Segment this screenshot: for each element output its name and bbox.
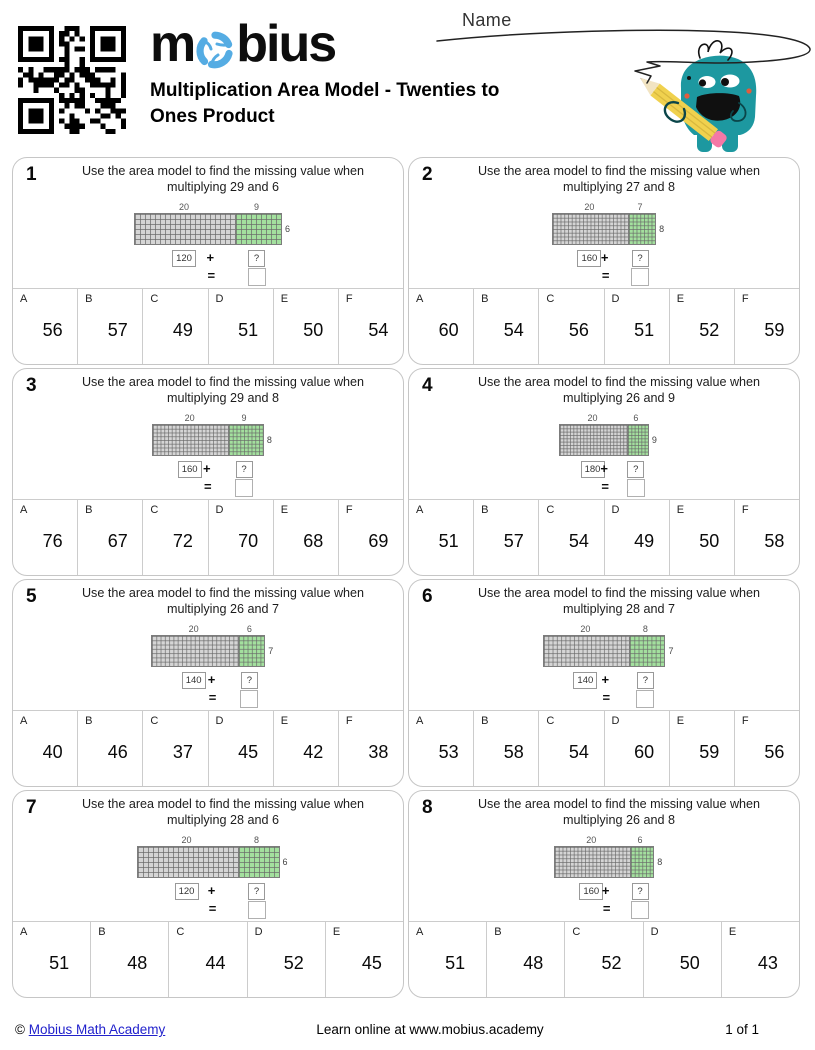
answer-value: 60 [634,741,655,762]
ones-label: 6 [633,412,639,423]
tens-label: 20 [181,834,192,845]
answer-value: 54 [368,319,389,340]
ones-label: 7 [637,201,643,212]
answer-choices [13,499,403,575]
tens-label: 20 [188,623,199,634]
answer-choice [90,922,168,997]
answer-letter: D [215,714,224,727]
answer-letter: E [676,503,685,516]
answer-value: 58 [503,741,524,762]
answer-value: 76 [42,530,63,551]
answer-letter: B [481,714,489,727]
answer-choice [208,711,273,786]
footer-tagline: Learn online at www.mobius.academy [316,1022,544,1037]
problem-prompt: Use the area model to find the missing value when multiplying 28 and 6 [81,797,365,827]
problem-card [408,157,800,365]
multiplier-label: 7 [268,645,274,656]
problem-number: 7 [26,797,37,818]
answer-letter: A [20,714,28,727]
problem-prompt: Use the area model to find the missing value when multiplying 29 and 8 [81,375,365,405]
answer-value: 56 [42,319,63,340]
equals-sign: = [207,267,216,283]
answer-choices [409,710,799,786]
result-box [235,479,253,497]
answer-choice [13,500,77,575]
monster-body [681,56,756,152]
answer-value: 59 [699,741,720,762]
problem-number: 6 [422,586,433,607]
problem-prompt: Use the area model to find the missing value when multiplying 29 and 6 [81,164,365,194]
answer-value: 72 [172,530,193,551]
worksheet-title-line2: Ones Product [150,105,275,127]
answer-value: 69 [368,530,389,551]
answer-choice [538,289,603,364]
answer-value: 56 [764,741,785,762]
answer-choice [604,289,669,364]
answer-value: 60 [438,319,459,340]
answer-letter: C [546,292,555,305]
plus-sign: + [207,882,216,898]
answer-letter: C [150,503,159,516]
problem-number: 4 [422,375,433,396]
unknown-box: ? [248,883,265,900]
plus-sign: + [203,460,211,476]
answer-choice [409,922,486,997]
answer-choice [473,500,538,575]
name-label: Name [462,10,512,30]
partial-product-box: 120 [175,883,199,900]
area-model-tens-grid [135,214,235,244]
area-model [13,201,403,288]
problem-prompt: Use the area model to find the missing value when multiplying 26 and 8 [477,797,761,827]
plus-sign: + [601,882,610,898]
answer-choice [338,711,403,786]
result-box [631,268,649,286]
answer-value: 48 [127,952,148,973]
answer-value: 59 [764,319,785,340]
answer-value: 51 [445,952,466,973]
answer-letter: C [150,292,159,305]
problem-prompt: Use the area model to find the missing value when multiplying 27 and 8 [477,164,761,194]
problem-card [12,579,404,787]
answer-letter: B [494,925,502,938]
result-box [631,901,649,919]
ones-label: 8 [253,834,259,845]
answer-choice [77,289,142,364]
answer-value: 43 [757,952,778,973]
answer-value: 50 [303,319,324,340]
answer-letter: D [611,503,620,516]
tens-label: 20 [580,623,591,634]
area-model-tens-grid [560,425,627,455]
area-model-ones-grid [629,636,664,666]
area-model [409,623,799,710]
tens-label: 20 [586,834,597,845]
answer-value: 54 [568,741,589,762]
equals-sign: = [208,900,217,916]
area-model [409,834,799,921]
answer-letter: A [416,925,424,938]
answer-value: 57 [503,530,524,551]
answer-choice [604,711,669,786]
answer-value: 45 [361,952,382,973]
answer-letter: C [176,925,185,938]
answer-letter: B [98,925,106,938]
ones-label: 6 [637,834,643,845]
answer-choices [13,921,403,997]
answer-value: 52 [283,952,304,973]
answer-choice [473,289,538,364]
answer-letter: E [280,714,289,727]
answer-value: 50 [699,530,720,551]
answer-choice [486,922,564,997]
answer-letter: B [85,714,93,727]
partial-products-row [151,667,265,710]
equals-sign: = [601,478,609,494]
answer-letter: E [280,292,289,305]
partial-products-row [554,878,655,921]
answer-letter: A [416,714,424,727]
mobius-logo [150,15,580,73]
partial-product-box: 140 [182,672,206,689]
answer-letter: C [572,925,581,938]
problem-number: 1 [26,164,37,185]
problem-card [12,157,404,365]
area-model-tens-grid [553,214,628,244]
equals-sign: = [602,900,611,916]
partial-product-box: 160 [577,250,601,267]
plus-sign: + [600,249,609,265]
area-model-ones-grid [238,636,265,666]
answer-letter: E [728,925,737,938]
answer-choice [338,500,403,575]
result-box [248,268,266,286]
area-model-ones-grid [630,847,654,877]
area-model-tens-grid [152,636,238,666]
problem-prompt: Use the area model to find the missing value when multiplying 26 and 7 [81,586,365,616]
area-model [409,201,799,288]
partial-product-box: 120 [172,250,196,267]
answer-letter: F [345,292,353,305]
answer-letter: D [611,714,620,727]
problem-number: 5 [26,586,37,607]
answer-letter: D [254,925,263,938]
answer-letter: D [611,292,620,305]
unknown-box: ? [632,883,649,900]
answer-letter: A [20,925,28,938]
answer-value: 45 [238,741,259,762]
answer-value: 49 [634,530,655,551]
unknown-box: ? [241,672,258,689]
equals-sign: = [601,267,610,283]
answer-value: 42 [303,741,324,762]
brand-block [150,15,580,129]
result-box [248,901,266,919]
ones-label: 6 [246,623,252,634]
problems-grid [12,157,800,998]
answer-letter: E [332,925,341,938]
logo-text-prefix: m [150,15,195,73]
answer-value: 52 [699,319,720,340]
answer-choice [208,500,273,575]
unknown-box: ? [632,250,649,267]
answer-choice [208,289,273,364]
answer-choice [13,922,90,997]
area-model-tens-grid [544,636,630,666]
answer-letter: A [416,503,424,516]
answer-choice [409,289,473,364]
equals-sign: = [208,689,217,705]
answer-letter: C [546,503,555,516]
answer-value: 48 [523,952,544,973]
answer-value: 51 [49,952,70,973]
partial-products-row [543,667,666,710]
problem-number: 3 [26,375,37,396]
answer-letter: D [215,503,224,516]
answer-choices [409,499,799,575]
answer-choices [409,288,799,364]
result-box [627,479,645,497]
worksheet-title [150,78,580,129]
area-model-tens-grid [138,847,238,877]
ones-label: 9 [253,201,259,212]
partial-products-row [134,245,282,288]
plus-sign: + [601,671,610,687]
answer-letter: D [215,292,224,305]
answer-choice [734,711,799,786]
answer-letter: A [20,292,28,305]
answer-letter: E [676,292,685,305]
answer-letter: F [741,292,749,305]
answer-choice [142,500,207,575]
answer-letter: B [85,503,93,516]
answer-choice [734,500,799,575]
problem-card [408,368,800,576]
answer-choice [247,922,325,997]
answer-letter: F [345,503,353,516]
answer-choice [77,711,142,786]
logo-text-suffix: bius [236,15,336,73]
tens-label: 20 [587,412,598,423]
result-box [636,690,654,708]
equals-sign: = [204,478,212,494]
multiplier-label: 6 [282,856,288,867]
answer-value: 40 [42,741,63,762]
answer-choice [338,289,403,364]
plus-sign: + [600,460,608,476]
answer-letter: B [85,292,93,305]
partial-products-row [152,456,264,499]
answer-choices [409,921,799,997]
answer-choice [721,922,799,997]
mobius-math-academy-link[interactable]: Mobius Math Academy [28,1022,166,1037]
multiplier-label: 9 [651,434,657,445]
answer-choices [13,710,403,786]
answer-choice [669,289,734,364]
answer-choice [604,500,669,575]
answer-value: 70 [238,530,259,551]
problem-prompt: Use the area model to find the missing value when multiplying 28 and 7 [477,586,761,616]
answer-letter: E [676,714,685,727]
area-model-ones-grid [228,425,263,455]
problem-card [12,790,404,998]
answer-choice [409,500,473,575]
area-model-ones-grid [628,214,655,244]
answer-choice [273,289,338,364]
answer-value: 53 [438,741,459,762]
answer-letter: F [741,503,749,516]
partial-product-box: 140 [573,672,597,689]
answer-letter: B [481,503,489,516]
area-model [13,623,403,710]
unknown-box: ? [627,461,644,478]
answer-choice [273,711,338,786]
answer-letter: F [741,714,749,727]
answer-value: 51 [634,319,655,340]
answer-value: 57 [107,319,128,340]
tens-label: 20 [184,412,195,423]
area-model-tens-grid [555,847,630,877]
unknown-box: ? [637,672,654,689]
answer-letter: C [150,714,159,727]
answer-value: 51 [238,319,259,340]
problem-card [12,368,404,576]
monster-hair-scribble [699,41,732,60]
mobius-swirl-o-icon [195,27,235,67]
plus-sign: + [206,249,215,265]
ones-label: 9 [241,412,247,423]
answer-value: 51 [438,530,459,551]
answer-choice [325,922,403,997]
worksheet-title-line1: Multiplication Area Model - Twenties to [150,80,500,101]
answer-choice [13,711,77,786]
multiplier-label: 8 [659,223,665,234]
result-box [240,690,258,708]
equals-sign: = [602,689,611,705]
plus-sign: + [207,671,216,687]
problem-number: 8 [422,797,433,818]
area-model-ones-grid [235,214,281,244]
answer-choice [473,711,538,786]
problem-card [408,790,800,998]
tens-label: 20 [584,201,595,212]
answer-value: 52 [601,952,622,973]
area-model-ones-grid [238,847,279,877]
answer-value: 49 [172,319,193,340]
multiplier-label: 7 [668,645,674,656]
monster-hand [665,102,685,122]
answer-choice [409,711,473,786]
answer-letter: A [20,503,28,516]
tens-label: 20 [178,201,189,212]
answer-letter: B [481,292,489,305]
partial-product-box: 180 [581,461,605,478]
answer-choice [273,500,338,575]
copyright-symbol: © [15,1022,25,1037]
worksheet-header [0,0,815,157]
answer-letter: D [650,925,659,938]
answer-choice [77,500,142,575]
answer-choice [734,289,799,364]
qr-code [18,26,126,134]
multiplier-label: 8 [657,856,663,867]
unknown-box: ? [236,461,253,478]
answer-value: 50 [679,952,700,973]
ones-label: 8 [642,623,648,634]
answer-value: 44 [205,952,226,973]
multiplier-label: 6 [285,223,291,234]
pencil-icon [636,72,729,149]
area-model [13,834,403,921]
answer-choices [13,288,403,364]
answer-letter: E [280,503,289,516]
area-model-tens-grid [153,425,228,455]
answer-choice [669,500,734,575]
answer-value: 54 [568,530,589,551]
answer-value: 67 [107,530,128,551]
answer-value: 68 [303,530,324,551]
answer-value: 46 [107,741,128,762]
answer-value: 56 [568,319,589,340]
answer-value: 54 [503,319,524,340]
answer-choice [643,922,721,997]
problem-card [408,579,800,787]
answer-value: 37 [172,741,193,762]
unknown-box: ? [248,250,265,267]
page-indicator: 1 of 1 [725,1022,759,1037]
problem-number: 2 [422,164,433,185]
answer-value: 58 [764,530,785,551]
multiplier-label: 8 [266,434,272,445]
answer-letter: C [546,714,555,727]
partial-products-row [137,878,280,921]
partial-products-row [559,456,649,499]
area-model [13,412,403,499]
answer-choice [564,922,642,997]
partial-product-box: 160 [178,461,202,478]
answer-choice [13,289,77,364]
area-model [409,412,799,499]
answer-choice [538,711,603,786]
area-model-ones-grid [627,425,648,455]
answer-choice [168,922,246,997]
partial-products-row [552,245,656,288]
partial-product-box: 160 [579,883,603,900]
answer-value: 38 [368,741,389,762]
answer-choice [142,711,207,786]
answer-choice [142,289,207,364]
answer-letter: F [345,714,353,727]
answer-choice [538,500,603,575]
answer-choice [669,711,734,786]
answer-letter: A [416,292,424,305]
problem-prompt: Use the area model to find the missing value when multiplying 26 and 9 [477,375,761,405]
